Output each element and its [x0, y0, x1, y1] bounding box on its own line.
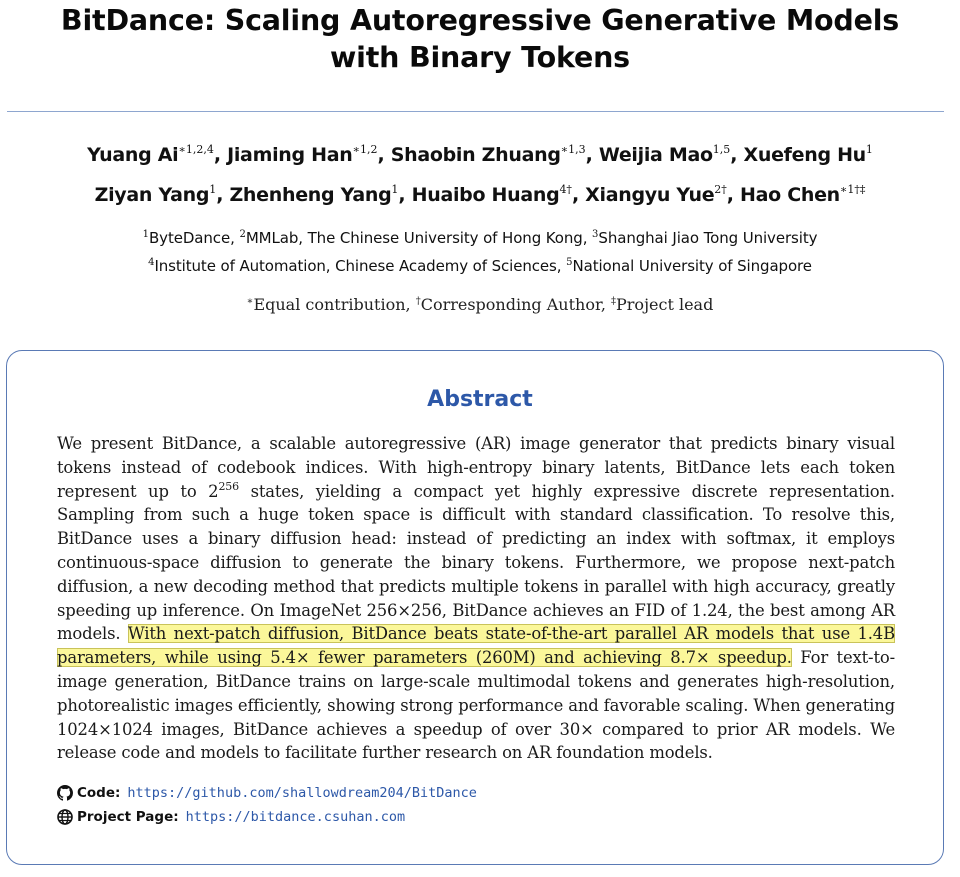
title-line-2: with Binary Tokens	[330, 41, 630, 74]
project-page-label: Project Page:	[77, 809, 179, 825]
globe-icon	[57, 809, 73, 825]
author: Zhenheng Yang$^1$,	[229, 183, 412, 206]
title-divider	[7, 111, 944, 112]
author: Xuefeng Hu$^1$	[743, 143, 873, 166]
author: Yuang $Ai^{∗1,2,4}$,	[87, 143, 228, 166]
abstract-heading: Abstract	[427, 387, 533, 412]
note: †Corresponding Author	[415, 295, 601, 314]
code-url-link[interactable]: https://github.com/shallowdream204/BitDance	[127, 785, 477, 801]
author: Jiaming Han$^{∗1,2}$,	[227, 143, 391, 166]
code-label: Code:	[77, 785, 121, 801]
author-notes: ∗Equal contribution, †Corresponding Author, ‡Project lead	[246, 295, 714, 314]
project-page-url-link[interactable]: https://bitdance.csuhan.com	[185, 809, 406, 825]
author: Huaibo Huang$^{4\dagger}$,	[411, 183, 586, 206]
abstract-text: We present BitDance, a scalable autoregressive (AR) image generator that predicts binary visual tokens instead of codebook indices. With high-entropy binary latents, BitDance lets each token represent up to $2^{256}$ states, yielding a compact yet highly expressive discrete representation. Sampling from such a huge token space is difficult with standard classification. To resolve this, BitDance uses a binary diffusion head: instead of predicting an index with softmax, it employs continuous-space diffusion to generate the binary tokens. Furthermore, we propose next-patch diffusion, a new decoding method that predicts multiple tokens in parallel with high accuracy, greatly speeding up inference. On ImageNet 256×256, BitDance achieves an FID of 1.24, the best among AR models. With next-patch diffusion, BitDance beats state-of-the-art parallel AR models that use 1.4B parameters, while using 5.4× fewer parameters (260M) and achieving 8.7× speedup. For text-to-image generation, BitDance trains on large-scale multimodal tokens and generates high-resolution, photorealistic images efficiently, showing strong performance and favorable scaling. When generating 1024×1024 images, BitDance achieves a speedup of over 30× compared to prior AR models. We release code and models to facilitate further research on AR foundation models.	[57, 434, 895, 763]
author: Weijia Mao$^{1,5}$,	[598, 143, 744, 166]
author: Hao Chen$^{∗1\dagger\ddagger}$	[740, 183, 866, 206]
affiliation: $^2$MMLab, The Chinese University of Hong Kong	[239, 229, 583, 247]
highlighted-sentence: With next-patch diffusion, BitDance beats state-of-the-art parallel AR models that use 1.4B parameters, while using 5.4× fewer parameters (260M) and achieving 8.7× speedup.	[57, 624, 895, 668]
code-link-row	[57, 783, 477, 803]
title-line-1: BitDance: Scaling Autoregressive Generative Models	[60, 4, 900, 37]
author: Shaobin Zhuang$^{∗1,3}$,	[390, 143, 599, 166]
affiliations-line-2: $^4$Institute of Automation, Chinese Academy of Sciences, $^5$National University of Singapore	[148, 257, 812, 275]
affiliation: $^4$Institute of Automation, Chinese Academy of Sciences	[148, 257, 557, 275]
note: ‡Project lead	[611, 295, 714, 314]
project-page-row	[57, 807, 405, 827]
paper-title	[0, 2, 960, 76]
author: Xiangyu Yue$^{2\dagger}$,	[585, 183, 741, 206]
note: ∗Equal contribution	[246, 295, 406, 314]
author-line-2	[0, 184, 960, 206]
author: Ziyan Yang$^1$,	[94, 183, 230, 206]
affiliations-line-1: $^1$ByteDance, $^2$MMLab, The Chinese University of Hong Kong, $^3$Shanghai Jiao Tong University	[142, 229, 818, 247]
affiliation: $^1$ByteDance	[142, 229, 231, 247]
github-icon	[57, 785, 73, 801]
author-line-1	[0, 144, 960, 166]
affiliation: $^3$Shanghai Jiao Tong University	[592, 229, 818, 247]
affiliation: $^5$National University of Singapore	[566, 257, 812, 275]
